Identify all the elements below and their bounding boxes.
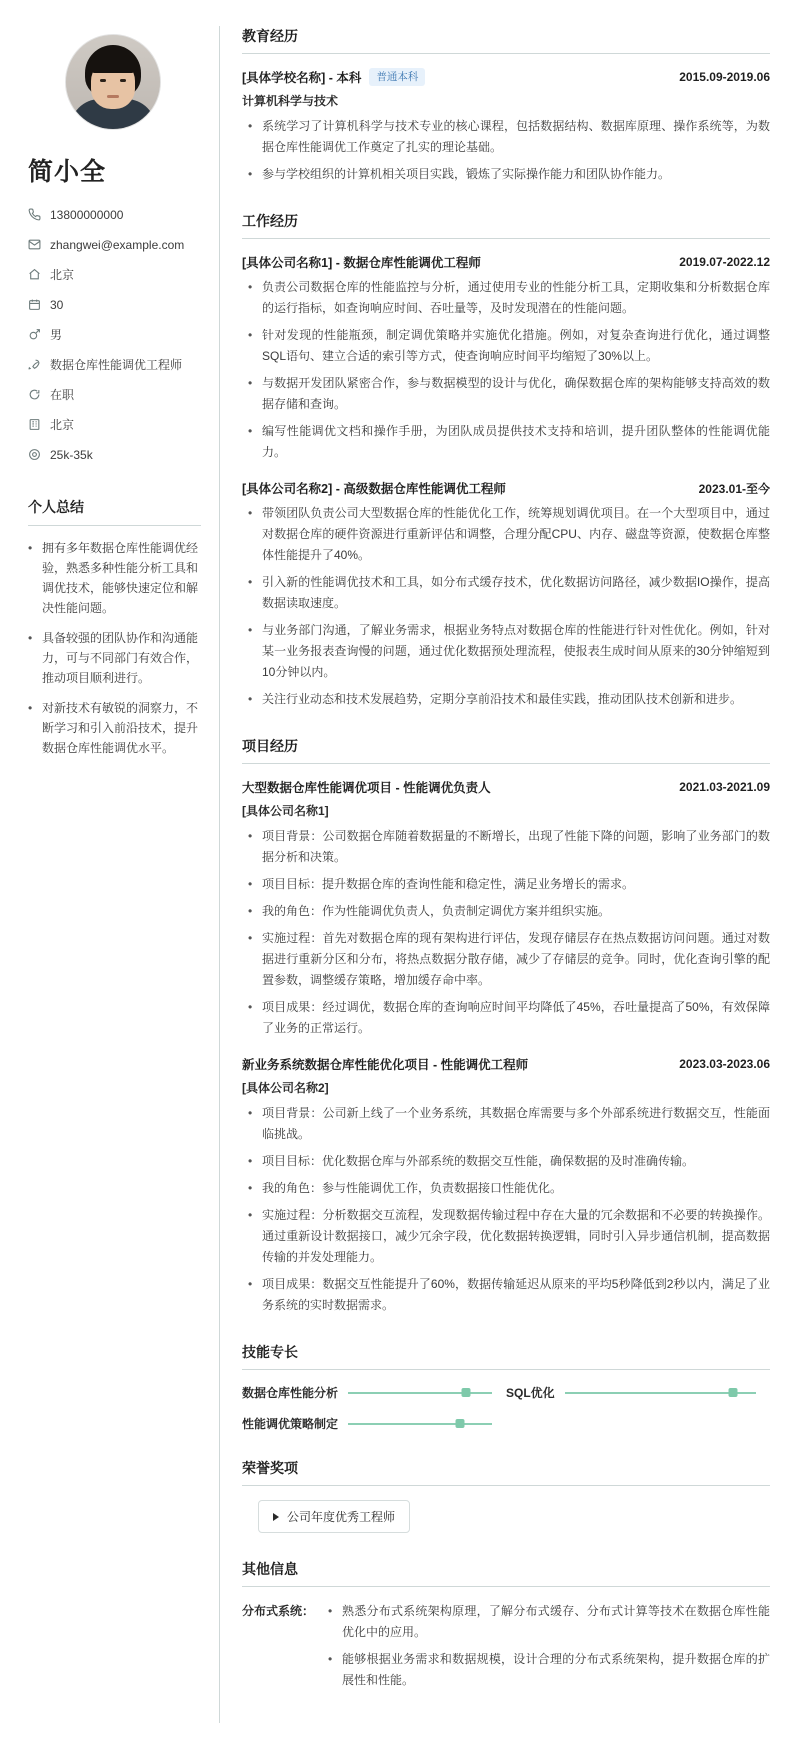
section-title-projects: 项目经历: [242, 738, 298, 754]
contact-phone-text: 13800000000: [50, 208, 124, 222]
contact-workplace: [28, 418, 201, 433]
contact-gender: [28, 328, 201, 343]
gender-icon: [28, 328, 50, 341]
list-item: • 参与学校组织的计算机相关项目实践，锻炼了实际操作能力和团队协作能力。: [242, 164, 770, 185]
skills-grid: [242, 1384, 770, 1432]
candidate-name: 简小全: [28, 158, 107, 186]
mail-icon: [28, 238, 50, 251]
education-divider: [242, 53, 770, 54]
work-bullets: [242, 277, 770, 463]
summary-title: 个人总结: [28, 499, 84, 515]
education-bullets: [242, 116, 770, 185]
list-item: • 系统学习了计算机科学与技术专业的核心课程，包括数据结构、数据库原理、操作系统等，为数据仓库性能调优工作奠定了扎实的理论基础。: [242, 116, 770, 158]
status-badge: 普通本科: [369, 68, 425, 86]
project-entry: [242, 1055, 770, 1316]
list-item: • 能够根据业务需求和数据规模，设计合理的分布式系统架构，提升数据仓库的扩展性和性能。: [322, 1649, 770, 1691]
education-entry-head: [242, 68, 770, 86]
project-name: 新业务系统数据仓库性能优化项目 - 性能调优工程师: [242, 1058, 529, 1072]
section-honors: [242, 1458, 770, 1533]
project-bullets: [242, 826, 770, 1039]
list-item: • 项目成果：数据交互性能提升了60%，数据传输延迟从原来的平均5秒降低到2秒以内，满足了业务系统的实时数据需求。: [242, 1274, 770, 1316]
list-item: • 编写性能调优文档和操作手册，为团队成员提供技术支持和培训，提升团队整体的性能调优能力。: [242, 421, 770, 463]
skill-knob[interactable]: [456, 1419, 465, 1428]
main-content: [220, 26, 770, 1723]
honors-divider: [242, 1485, 770, 1486]
skill-label: SQL优化: [506, 1386, 555, 1400]
other-bullets: [322, 1601, 770, 1691]
contact-email: [28, 238, 201, 253]
contact-phone: [28, 208, 201, 223]
bullet-dot: •: [28, 541, 33, 555]
skill-slider[interactable]: [348, 1392, 492, 1394]
section-education: [242, 26, 770, 185]
list-item: • 我的角色：作为性能调优负责人，负责制定调优方案并组织实施。: [242, 901, 770, 922]
contact-city: [28, 268, 201, 283]
project-bullets: [242, 1103, 770, 1316]
section-title-honors: 荣誉奖项: [242, 1460, 298, 1476]
list-item: • 引入新的性能调优技术和工具，如分布式缓存技术，优化数据访问路径，减少数据IO操作，提高数据读取速度。: [242, 572, 770, 614]
contact-salary: [28, 448, 201, 463]
contact-list: [24, 208, 201, 463]
project-entry-head: [242, 778, 770, 796]
contact-position-text: 数据仓库性能调优工程师: [50, 358, 183, 372]
section-projects: [242, 736, 770, 1316]
contact-status: [28, 388, 201, 403]
section-title-skills: 技能专长: [242, 1344, 298, 1360]
skills-divider: [242, 1369, 770, 1370]
skill-knob[interactable]: [729, 1388, 738, 1397]
other-divider: [242, 1586, 770, 1587]
education-school: [具体学校名称] - 本科: [242, 71, 362, 85]
skill-knob[interactable]: [462, 1388, 471, 1397]
education-date: 2015.09-2019.06: [679, 70, 770, 84]
contact-position: [28, 358, 201, 373]
project-date: 2021.03-2021.09: [679, 780, 770, 794]
contact-age: [28, 298, 201, 313]
education-major: 计算机科学与技术: [242, 94, 339, 108]
list-item: • 项目背景：公司新上线了一个业务系统，其数据仓库需要与多个外部系统进行数据交互，性能面临挑战。: [242, 1103, 770, 1145]
list-item: [28, 628, 201, 688]
other-group-body: [322, 1601, 770, 1697]
list-item: • 项目成果：经过调优，数据仓库的查询响应时间平均降低了45%，吞吐量提高了50%，有效保障了业务的正常运行。: [242, 997, 770, 1039]
summary-text: 对新技术有敏锐的洞察力，不断学习和引入前沿技术，提升数据仓库性能调优水平。: [42, 701, 199, 755]
contact-gender-text: 男: [50, 328, 63, 342]
calendar-icon: [28, 298, 50, 311]
summary-text: 拥有多年数据仓库性能调优经验，熟悉多种性能分析工具和调优技术，能够快速定位和解决性能问题。: [42, 541, 199, 615]
rocket-icon: [28, 358, 50, 371]
projects-divider: [242, 763, 770, 764]
work-date: 2023.01-至今: [698, 481, 770, 496]
skill-item: [242, 1384, 506, 1401]
list-item: • 带领团队负责公司大型数据仓库的性能优化工作，统筹规划调优项目。在一个大型项目中，通过对数据仓库的硬件资源进行重新评估和调整，合理分配CPU、内存、磁盘等资源，使数据仓库整体性能提升了40%。: [242, 503, 770, 566]
phone-icon: [28, 208, 50, 221]
bullet-dot: •: [28, 701, 33, 715]
list-item: • 实施过程：分析数据交互流程，发现数据传输过程中存在大量的冗余数据和不必要的转换操作。通过重新设计数据接口，减少冗余字段，优化数据转换逻辑，同时引入异步通信机制，提高数据传输的并发处理能力。: [242, 1205, 770, 1268]
list-item: • 项目目标：优化数据仓库与外部系统的数据交互性能，确保数据的及时准确传输。: [242, 1151, 770, 1172]
list-item: • 我的角色：参与性能调优工作，负责数据接口性能优化。: [242, 1178, 770, 1199]
summary-list: [24, 538, 201, 758]
skill-label: 数据仓库性能分析: [242, 1386, 339, 1400]
skill-item: [242, 1415, 506, 1432]
section-title-work: 工作经历: [242, 213, 298, 229]
project-name: 大型数据仓库性能调优项目 - 性能调优负责人: [242, 781, 491, 795]
section-other: [242, 1559, 770, 1697]
avatar-wrapper: [24, 34, 201, 130]
list-item: • 项目目标：提升数据仓库的查询性能和稳定性，满足业务增长的需求。: [242, 874, 770, 895]
project-date: 2023.03-2023.06: [679, 1057, 770, 1071]
list-item: • 针对发现的性能瓶颈，制定调优策略并实施优化措施。例如，对复杂查询进行优化，通过调整SQL语句、建立合适的索引等方式，使查询响应时间平均缩短了30%以上。: [242, 325, 770, 367]
list-item: • 关注行业动态和技术发展趋势，定期分享前沿技术和最佳实践，推动团队技术创新和进步。: [242, 689, 770, 710]
work-company: [具体公司名称1] - 数据仓库性能调优工程师: [242, 256, 481, 270]
section-title-other: 其他信息: [242, 1561, 298, 1577]
contact-status-text: 在职: [50, 388, 75, 402]
honor-item[interactable]: [258, 1500, 410, 1533]
skill-slider[interactable]: [565, 1392, 756, 1394]
list-item: [28, 538, 201, 618]
skill-item: [506, 1384, 770, 1401]
work-company: [具体公司名称2] - 高级数据仓库性能调优工程师: [242, 482, 506, 496]
project-entry: [242, 778, 770, 1039]
play-triangle-icon: [273, 1513, 279, 1521]
building-icon: [28, 418, 50, 431]
section-work: [242, 211, 770, 710]
work-entry-head: [242, 479, 770, 497]
section-title-education: 教育经历: [242, 28, 298, 44]
salary-icon: [28, 448, 50, 461]
home-icon: [28, 268, 50, 281]
sidebar: [24, 26, 220, 1723]
list-item: • 负责公司数据仓库的性能监控与分析，通过使用专业的性能分析工具，定期收集和分析数据仓库的运行指标，如查询响应时间、吞吐量等，及时发现潜在的性能问题。: [242, 277, 770, 319]
education-entry: [242, 68, 770, 185]
list-item: [28, 698, 201, 758]
other-group-label: 分布式系统：: [242, 1604, 315, 1618]
contact-workplace-text: 北京: [50, 418, 75, 432]
summary-divider: [28, 525, 201, 526]
honor-label: 公司年度优秀工程师: [287, 1510, 396, 1524]
bullet-dot: •: [28, 631, 33, 645]
contact-salary-text: 25k-35k: [50, 448, 93, 462]
summary-text: 具备较强的团队协作和沟通能力，可与不同部门有效合作，推动项目顺利进行。: [42, 631, 199, 685]
contact-age-text: 30: [50, 298, 64, 312]
contact-city-text: 北京: [50, 268, 75, 282]
work-entry: [242, 479, 770, 710]
skill-slider[interactable]: [348, 1423, 492, 1425]
avatar: [65, 34, 161, 130]
work-bullets: [242, 503, 770, 710]
list-item: • 与数据开发团队紧密合作，参与数据模型的设计与优化，确保数据仓库的架构能够支持高效的数据存储和查询。: [242, 373, 770, 415]
work-entry: [242, 253, 770, 463]
work-divider: [242, 238, 770, 239]
list-item: • 熟悉分布式系统架构原理，了解分布式缓存、分布式计算等技术在数据仓库性能优化中的应用。: [322, 1601, 770, 1643]
work-date: 2019.07-2022.12: [679, 255, 770, 269]
section-skills: [242, 1342, 770, 1432]
project-company: [具体公司名称2]: [242, 1081, 329, 1095]
work-entry-head: [242, 253, 770, 271]
list-item: • 与业务部门沟通，了解业务需求，根据业务特点对数据仓库的性能进行针对性优化。例如，针对某一业务报表查询慢的问题，通过优化数据预处理流程，使报表生成时间从原来的30分钟缩短到10分钟以内。: [242, 620, 770, 683]
other-group: [242, 1601, 770, 1697]
contact-email-text: zhangwei@example.com: [50, 238, 185, 252]
status-icon: [28, 388, 50, 401]
list-item: • 项目背景：公司数据仓库随着数据量的不断增长，出现了性能下降的问题，影响了业务部门的数据分析和决策。: [242, 826, 770, 868]
list-item: • 实施过程：首先对数据仓库的现有架构进行评估，发现存储层存在热点数据访问问题。通过对数据进行重新分区和分布，将热点数据分散存储，减少了存储层的竞争。同时，优化查询引擎的配置参数，调整缓存策略，增加缓存命中率。: [242, 928, 770, 991]
education-entry-left: [242, 68, 425, 86]
project-entry-head: [242, 1055, 770, 1073]
skill-label: 性能调优策略制定: [242, 1417, 339, 1431]
project-company: [具体公司名称1]: [242, 804, 329, 818]
